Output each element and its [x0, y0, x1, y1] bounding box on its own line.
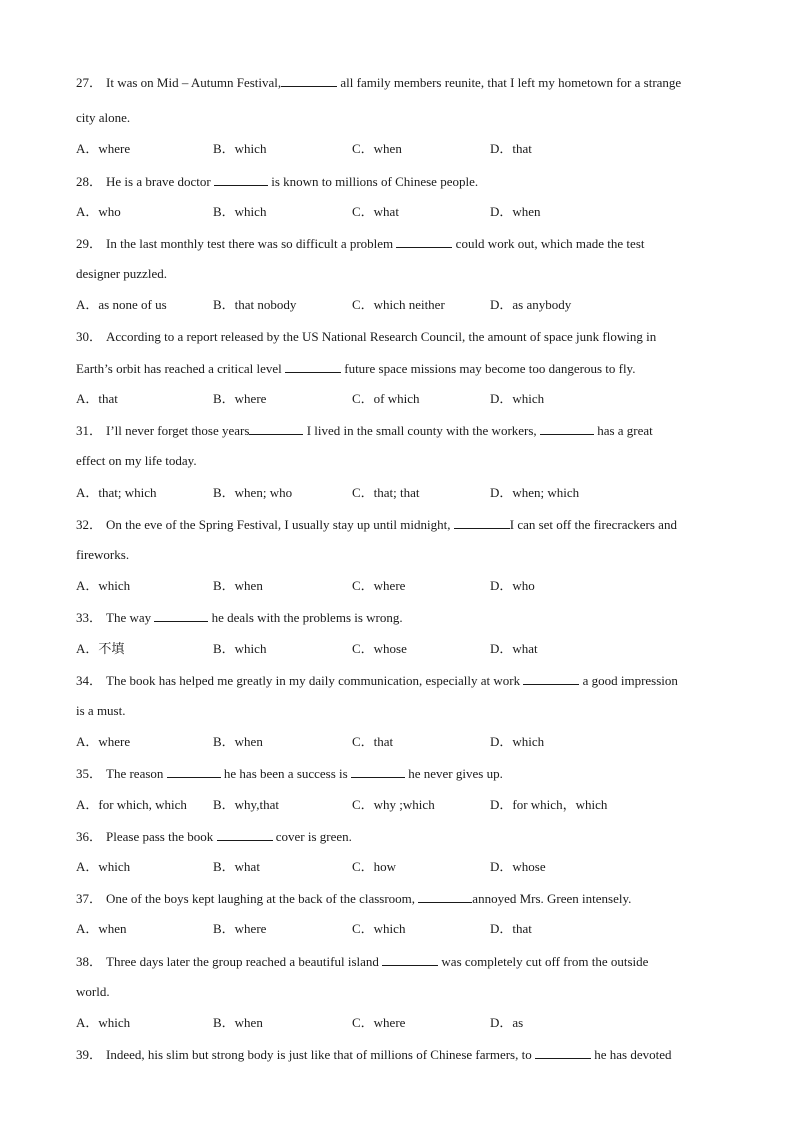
- option-a[interactable]: A．where: [76, 734, 131, 749]
- question-text: he has devoted: [590, 1047, 672, 1062]
- question-number: 35．: [76, 766, 103, 781]
- option-c[interactable]: C．whose: [352, 641, 407, 656]
- option-d[interactable]: D．as anybody: [490, 297, 572, 312]
- answer-blank: [154, 609, 208, 622]
- question-text: I’ll never forget those years: [106, 423, 250, 438]
- option-c[interactable]: C．which: [352, 921, 406, 936]
- question-38-options: [76, 1015, 726, 1031]
- question-text: is a must.: [76, 703, 126, 718]
- answer-blank: [396, 235, 452, 248]
- question-text: Please pass the book: [106, 829, 217, 844]
- option-c[interactable]: C．that: [352, 734, 394, 749]
- question-text: could work out, which made the test: [452, 236, 645, 251]
- question-35-line-1: [76, 765, 503, 782]
- option-d[interactable]: D．as: [490, 1015, 524, 1030]
- question-28-options: [76, 204, 726, 220]
- question-38-line-2: [76, 984, 110, 1000]
- option-c[interactable]: C．where: [352, 578, 406, 593]
- question-39-line-1: [76, 1046, 672, 1063]
- answer-blank: [167, 765, 221, 778]
- question-27-line-1: [76, 74, 681, 91]
- option-c[interactable]: C．what: [352, 204, 399, 219]
- question-38-line-1: [76, 953, 648, 970]
- option-a[interactable]: A．where: [76, 141, 131, 156]
- option-b[interactable]: B．where: [213, 921, 267, 936]
- option-d[interactable]: D．whose: [490, 859, 546, 874]
- answer-blank: [249, 422, 303, 435]
- question-29-line-1: [76, 235, 645, 252]
- question-text: a good impression: [579, 673, 678, 688]
- question-text: The way: [106, 610, 155, 625]
- question-text: he deals with the problems is wrong.: [208, 610, 403, 625]
- option-c[interactable]: C．which neither: [352, 297, 445, 312]
- question-32-line-1: [76, 516, 677, 533]
- question-37-line-1: [76, 890, 631, 907]
- question-text: he has been a success is: [220, 766, 351, 781]
- question-text: he never gives up.: [404, 766, 503, 781]
- option-c[interactable]: C．why ;which: [352, 797, 435, 812]
- question-29-options: [76, 297, 726, 313]
- question-32-options: [76, 578, 726, 594]
- answer-blank: [418, 890, 472, 903]
- question-31-line-2: [76, 453, 197, 469]
- question-number: 27．: [76, 75, 103, 90]
- option-a[interactable]: A．that: [76, 391, 118, 406]
- answer-blank: [351, 765, 405, 778]
- answer-blank: [454, 516, 510, 529]
- question-number: 29．: [76, 236, 103, 251]
- option-d[interactable]: D．which: [490, 391, 545, 406]
- option-b[interactable]: B．where: [213, 391, 267, 406]
- answer-blank: [540, 422, 594, 435]
- option-c[interactable]: C．of which: [352, 391, 420, 406]
- answer-blank: [281, 74, 337, 87]
- question-text: was completely cut off from the outside: [438, 954, 649, 969]
- question-34-options: [76, 734, 726, 750]
- question-text: effect on my life today.: [76, 453, 197, 468]
- question-text: The reason: [106, 766, 167, 781]
- option-d[interactable]: D．who: [490, 578, 535, 593]
- option-d[interactable]: D．which: [490, 734, 545, 749]
- option-c[interactable]: C．how: [352, 859, 397, 874]
- question-number: 34．: [76, 673, 103, 688]
- question-text: city alone.: [76, 110, 131, 125]
- option-a[interactable]: A．which: [76, 859, 131, 874]
- question-text: On the eve of the Spring Festival, I usually stay up until midnight,: [106, 517, 454, 532]
- question-33-line-1: [76, 609, 403, 626]
- question-number: 37．: [76, 891, 103, 906]
- question-36-options: [76, 859, 726, 875]
- answer-blank: [217, 828, 273, 841]
- option-b[interactable]: B．which: [213, 141, 267, 156]
- question-number: 36．: [76, 829, 103, 844]
- option-b[interactable]: B．why,that: [213, 797, 279, 812]
- question-text: One of the boys kept laughing at the back of the classroom,: [106, 891, 419, 906]
- question-text: Indeed, his slim but strong body is just like that of millions of Chinese farmers, to: [106, 1047, 535, 1062]
- question-number: 39．: [76, 1047, 103, 1062]
- question-text: designer puzzled.: [76, 266, 167, 281]
- option-b[interactable]: B．which: [213, 641, 267, 656]
- answer-blank: [535, 1046, 591, 1059]
- question-28-line-1: [76, 173, 478, 190]
- option-b[interactable]: B．when: [213, 1015, 263, 1030]
- option-b[interactable]: B．when: [213, 734, 263, 749]
- question-30-line-2: [76, 360, 635, 377]
- question-text: According to a report released by the US National Research Council, the amount of space junk flowing in: [106, 329, 657, 344]
- answer-blank: [382, 953, 438, 966]
- question-text: I can set off the firecrackers and: [509, 517, 677, 532]
- question-number: 31．: [76, 423, 103, 438]
- question-number: 38．: [76, 954, 103, 969]
- option-b[interactable]: B．what: [213, 859, 260, 874]
- option-c[interactable]: C．that; that: [352, 485, 420, 500]
- option-d[interactable]: D．when: [490, 204, 541, 219]
- question-number: 33．: [76, 610, 103, 625]
- option-c[interactable]: C．where: [352, 1015, 406, 1030]
- option-c[interactable]: C．when: [352, 141, 402, 156]
- option-d[interactable]: D．that: [490, 921, 532, 936]
- question-text: cover is green.: [272, 829, 352, 844]
- question-text: world.: [76, 984, 110, 999]
- option-b[interactable]: B．when: [213, 578, 263, 593]
- option-b[interactable]: B．which: [213, 204, 267, 219]
- question-34-line-1: [76, 672, 678, 689]
- question-29-line-2: [76, 266, 167, 282]
- option-a[interactable]: A．when: [76, 921, 127, 936]
- question-31-options: [76, 485, 726, 501]
- option-d[interactable]: D．for which，which: [490, 797, 608, 812]
- question-text: He is a brave doctor: [106, 174, 214, 189]
- option-a[interactable]: A．which: [76, 578, 131, 593]
- question-text: future space missions may become too dangerous to fly.: [340, 361, 636, 376]
- option-a[interactable]: A．as none of us: [76, 297, 167, 312]
- option-a[interactable]: A．who: [76, 204, 121, 219]
- question-text: Earth’s orbit has reached a critical level: [76, 361, 285, 376]
- question-34-line-2: [76, 703, 125, 719]
- question-30-options: [76, 391, 726, 407]
- question-number: 30．: [76, 329, 103, 344]
- option-d[interactable]: D．what: [490, 641, 538, 656]
- question-37-options: [76, 921, 726, 937]
- question-33-options: [76, 641, 726, 657]
- question-text: annoyed Mrs. Green intensely.: [472, 891, 632, 906]
- question-text: In the last monthly test there was so difficult a problem: [106, 236, 397, 251]
- question-30-line-1: [76, 329, 656, 345]
- question-31-line-1: [76, 422, 653, 439]
- option-b[interactable]: B．that nobody: [213, 297, 297, 312]
- option-a[interactable]: A．which: [76, 1015, 131, 1030]
- question-27-line-2: [76, 110, 130, 126]
- question-text: has a great: [593, 423, 653, 438]
- option-d[interactable]: D．that: [490, 141, 532, 156]
- question-35-options: [76, 797, 726, 813]
- option-a[interactable]: A．that; which: [76, 485, 157, 500]
- answer-blank: [214, 173, 268, 186]
- question-text: all family members reunite, that I left my hometown for a strange: [337, 75, 682, 90]
- question-text: The book has helped me greatly in my daily communication, especially at work: [106, 673, 524, 688]
- answer-blank: [285, 360, 341, 373]
- question-36-line-1: [76, 828, 352, 845]
- question-text: I lived in the small county with the workers,: [303, 423, 540, 438]
- option-a[interactable]: A．不填: [76, 641, 125, 656]
- question-text: Three days later the group reached a beautiful island: [106, 954, 383, 969]
- question-32-line-2: [76, 547, 129, 563]
- question-text: fireworks.: [76, 547, 130, 562]
- option-a[interactable]: A．for which, which: [76, 797, 187, 812]
- option-d[interactable]: D．when; which: [490, 485, 580, 500]
- question-27-options: [76, 141, 726, 157]
- answer-blank: [523, 672, 579, 685]
- question-text: It was on Mid – Autumn Festival,: [106, 75, 282, 90]
- option-b[interactable]: B．when; who: [213, 485, 293, 500]
- question-number: 28．: [76, 174, 103, 189]
- question-number: 32．: [76, 517, 103, 532]
- question-text: is known to millions of Chinese people.: [267, 174, 479, 189]
